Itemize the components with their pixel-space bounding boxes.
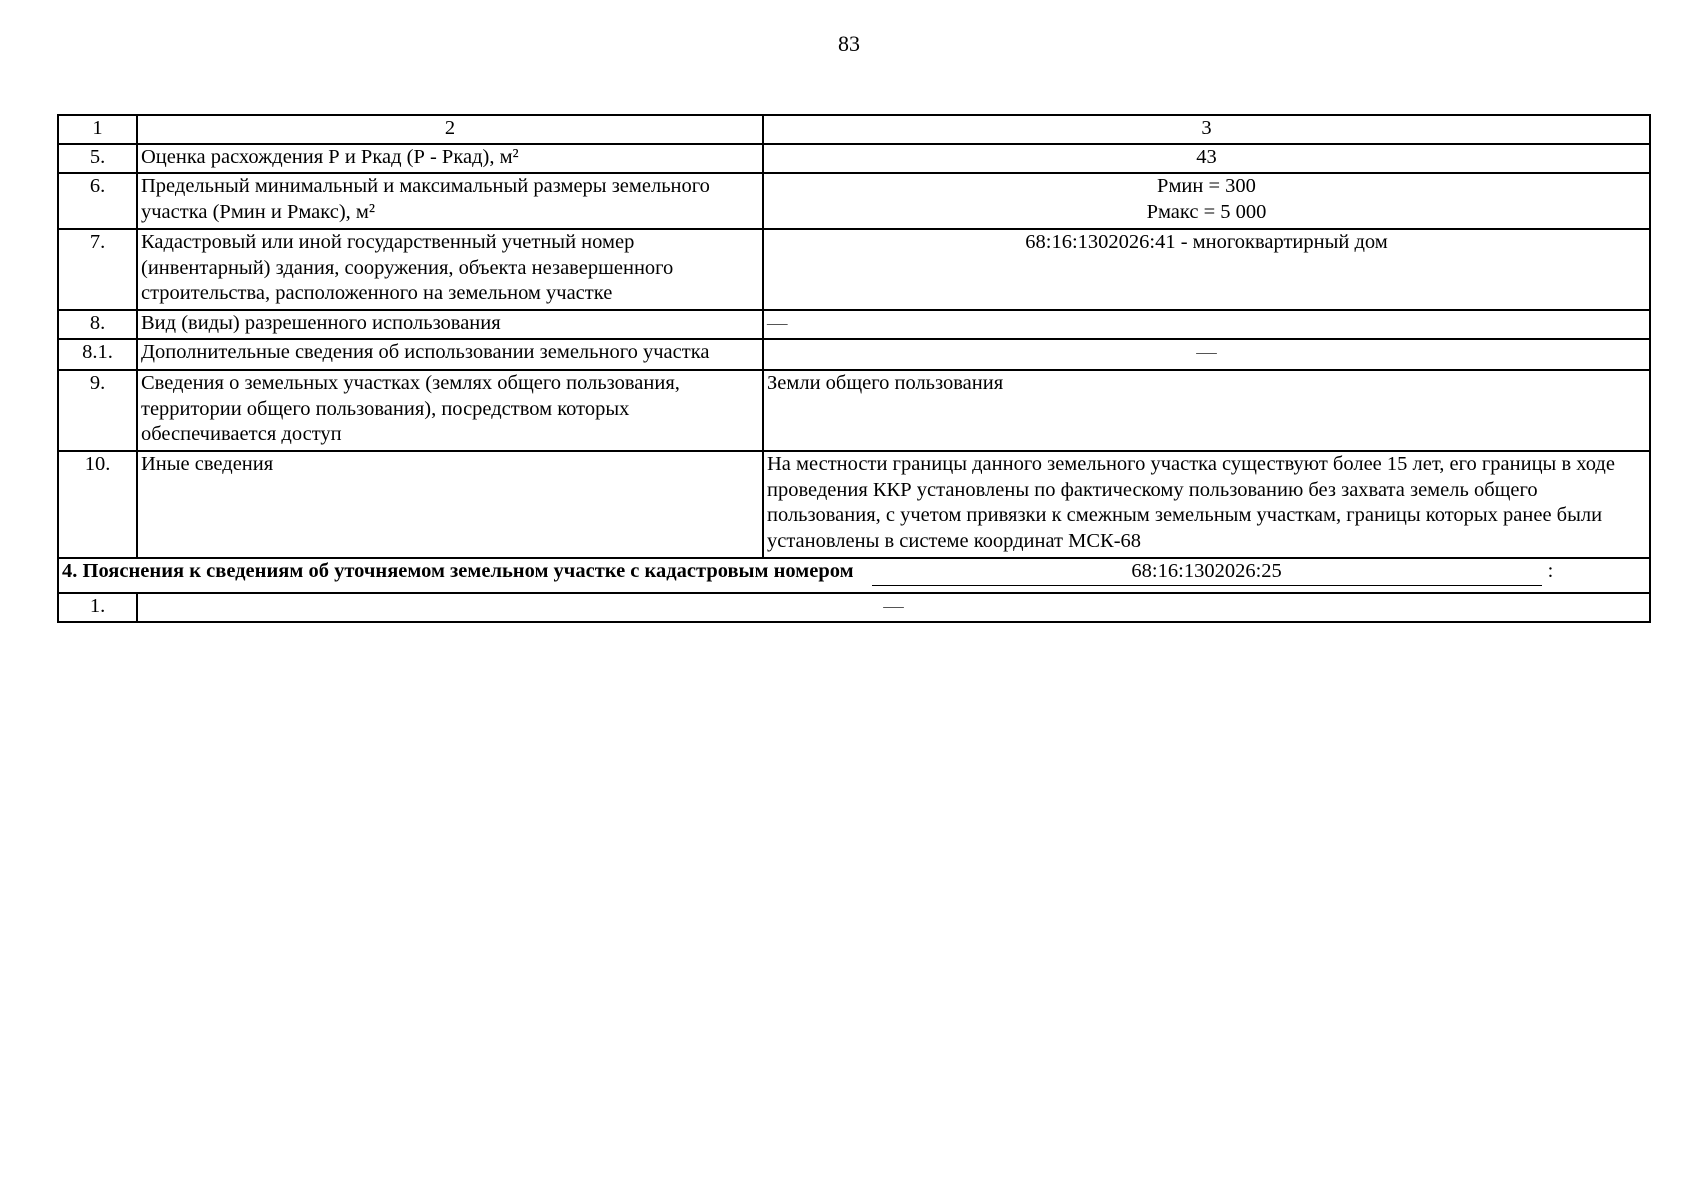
- table-row-9: [58, 370, 1650, 451]
- table-row-8-1: [58, 339, 1650, 370]
- cadastral-number: 68:16:1302026:25: [872, 559, 1542, 586]
- table-row-5: [58, 144, 1650, 173]
- row-label: Сведения о земельных участках (землях общего пользования, территории общего пользования), посредством которых обеспечивается доступ: [137, 370, 763, 451]
- section-4-label: 4. Пояснения к сведениям об уточняемом земельном участке с кадастровым номером: [62, 560, 854, 582]
- row-number: 8.1.: [58, 339, 137, 370]
- section-4-colon: :: [1547, 560, 1554, 582]
- p-max-value: Рмакс = 5 000: [1146, 200, 1267, 223]
- row-value-dash: —: [137, 593, 1650, 622]
- section-4-row-1: [58, 593, 1650, 622]
- row-value: [763, 173, 1650, 229]
- p-min-value: Рмин = 300: [1157, 175, 1256, 197]
- row-value: Земли общего пользования: [763, 370, 1650, 451]
- table-row-6: [58, 173, 1650, 229]
- row-value: 43: [763, 144, 1650, 173]
- section-4-header-row: [58, 558, 1650, 593]
- page-number: 83: [838, 31, 860, 56]
- header-col-3: 3: [763, 115, 1650, 144]
- row-number: 7.: [58, 229, 137, 310]
- row-number: 1.: [58, 593, 137, 622]
- row-label: Кадастровый или иной государственный учетный номер (инвентарный) здания, сооружения, объекта незавершенного строительства, расположенного на земельном участке: [137, 229, 763, 310]
- row-value-dash: —: [763, 339, 1650, 370]
- table-row-10: [58, 451, 1650, 558]
- header-col-1: 1: [58, 115, 137, 144]
- row-value-dash: —: [763, 310, 1650, 339]
- header-col-2: 2: [137, 115, 763, 144]
- row-label: Иные сведения: [137, 451, 763, 558]
- cadastral-info-table: [57, 114, 1651, 623]
- row-value: 68:16:1302026:41 - многоквартирный дом: [763, 229, 1650, 310]
- row-number: 6.: [58, 173, 137, 229]
- row-label: Оценка расхождения Р и Ркад (Р - Ркад), м²: [137, 144, 763, 173]
- table-row-7: [58, 229, 1650, 310]
- row-label: Предельный минимальный и максимальный размеры земельного участка (Рмин и Рмакс), м²: [137, 173, 763, 229]
- table-row-8: [58, 310, 1650, 339]
- row-number: 10.: [58, 451, 137, 558]
- row-number: 9.: [58, 370, 137, 451]
- row-label: Вид (виды) разрешенного использования: [137, 310, 763, 339]
- section-4-header: [58, 558, 1650, 593]
- row-value: На местности границы данного земельного участка существуют более 15 лет, его границы в ходе проведения ККР установлены по фактическому пользованию без захвата земель общего пользования, с учетом привязки к смежным земельным участкам, границы которых ранее были установлены в системе координат МСК-68: [763, 451, 1650, 558]
- table-header-row: [58, 115, 1650, 144]
- row-number: 8.: [58, 310, 137, 339]
- row-number: 5.: [58, 144, 137, 173]
- row-label: Дополнительные сведения об использовании земельного участка: [137, 339, 763, 370]
